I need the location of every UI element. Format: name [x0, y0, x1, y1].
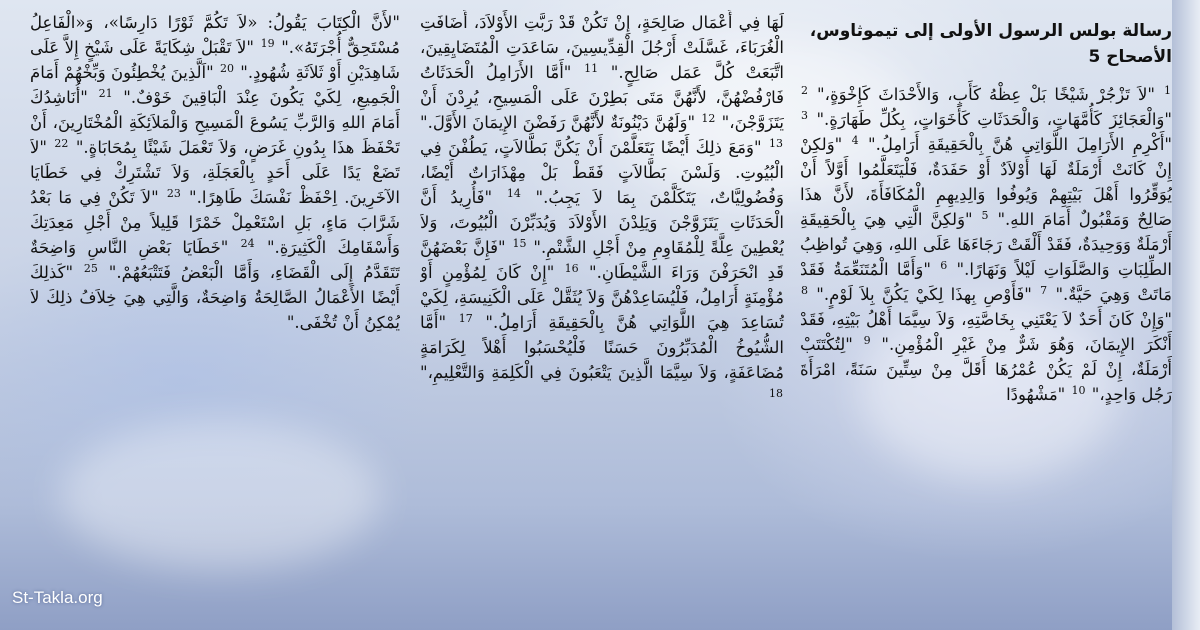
column-right — [800, 8, 1172, 608]
verse-number: 20 — [219, 61, 234, 75]
verse-number: 6 — [940, 258, 948, 272]
verse-text: "وَالْعَجَائِزَ كَأُمَّهَاتٍ، وَالْحَدَثَاتِ كَأَخَوَاتٍ، بِكُلِّ طَهَارَةٍ." — [809, 110, 1172, 129]
verse-number: 24 — [240, 236, 255, 250]
verse-text: "لاَ تَضَعْ يَدًا عَلَى أَحَدٍ بِالْعَجَلَةِ، وَلاَ تَشْتَرِكْ فِي خَطَايَا الآخَرِينَ. اِحْفَظْ نَفْسَكَ طَاهِرًا." — [30, 138, 400, 207]
verse-text: "وَإِنْ كَانَ أَحَدٌ لاَ يَعْتَنِي بِخَاصَّتِهِ، وَلاَ سِيَّمَا أَهْلُ بَيْتِهِ، فَقَدْ أَنْكَرَ الإِيمَانَ، وَهُوَ شَرٌّ مِنْ غَيْرِ الْمُؤْمِنِ." — [800, 310, 1172, 354]
verse-number: 14 — [506, 186, 521, 200]
verse-number: 16 — [564, 261, 579, 275]
verse-number: 3 — [801, 108, 808, 122]
verse-number: 23 — [166, 186, 181, 200]
verse-number: 17 — [458, 311, 473, 325]
verse-text: "كَذلِكَ أَيْضًا الأَعْمَالُ الصَّالِحَةُ وَاضِحَةٌ، وَالَّتِي هِيَ خِلاَفُ ذلِكَ لاَ يُمْكِنُ أَنْ تُخْفَى." — [30, 263, 400, 332]
column-middle — [420, 10, 784, 610]
title-chapter: الأصحاح 5 — [1088, 47, 1172, 67]
verse-number: 18 — [769, 386, 783, 400]
verse-text: "لاَ تَزْجُرْ شَيْخًا بَلْ عِظْهُ كَأَبٍ، وَالأَحْدَاثَ كَإِخْوَةٍ،" — [809, 85, 1163, 104]
verse-number: 8 — [801, 283, 808, 297]
verse-number: 25 — [83, 261, 98, 275]
verse-number: 1 — [1164, 83, 1171, 97]
verse-text: "فَأُرِيدُ أَنَّ الْحَدَثَاتِ يَتَزَوَّجْنَ وَيَلِدْنَ الأَوْلاَدَ وَيُدَبِّرْنَ الْبُيُوتَ، وَلاَ يُعْطِينَ عِلَّةً لِلْمُقَاوِمِ مِنْ أَجْلِ الشَّتْمِ." — [420, 188, 784, 257]
site-watermark: St-Takla.org — [12, 588, 103, 607]
verse-text: "أُنَاشِدُكَ أَمَامَ اللهِ وَالرَّبِّ يَسُوعَ الْمَسِيحِ وَالْمَلاَئِكَةِ الْمُخْتَارِينَ، أَنْ تَحْفَظَ هذَا بِدُونِ غَرَضٍ، وَلاَ تَعْمَلَ شَيْئًا بِمُحَابَاةٍ." — [30, 88, 400, 157]
verse-number: 13 — [769, 136, 783, 150]
verses-column-3 — [30, 10, 400, 335]
verses-column-2 — [420, 10, 784, 410]
verses-column-1 — [800, 82, 1172, 407]
verse-number: 12 — [701, 111, 716, 125]
verse-text: "وَأَمَّا الْمُتَنَعِّمَةُ فَقَدْ مَاتَتْ وَهِيَ حَيَّةٌ." — [800, 260, 1172, 304]
verse-number: 15 — [512, 236, 527, 250]
verse-text: "أَمَّا الأَرَامِلُ الْحَدَثَاتُ فَارْفُضْهُنَّ، لأَنَّهُنَّ مَتَى بَطِرْنَ عَلَى الْمَسِيحِ، يُرِدْنَ أَنْ يَتَزَوَّجْنَ،" — [420, 63, 784, 132]
verse-text: "اَلَّذِينَ يُخْطِئُونَ وَبِّخْهُمْ أَمَامَ الْجَمِيعِ، لِكَيْ يَكُونَ عِنْدَ الْبَاقِينَ خَوْفٌ." — [30, 63, 400, 107]
verse-number: 11 — [584, 61, 599, 75]
verse-text: "أَمَّا الشُّيُوخُ الْمُدَبِّرُونَ حَسَنًا فَلْيُحْسَبُوا أَهْلاً لِكَرَامَةٍ مُضَاعَفَةٍ، وَلاَ سِيَّمَا الَّذِينَ يَتْعَبُونَ فِي الْكَلِمَةِ وَالتَّعْلِيمِ،" — [420, 313, 784, 382]
column-left — [30, 10, 400, 610]
verse-number: 21 — [98, 86, 113, 100]
verse-number: 7 — [1040, 283, 1048, 297]
verse-number: 22 — [54, 136, 69, 150]
verse-number: 19 — [260, 36, 275, 50]
verse-text: "فَأَوْصِ بِهذَا لِكَيْ يَكُنَّ بِلاَ لَوْمٍ." — [809, 285, 1040, 304]
verse-text: "خَطَايَا بَعْضِ النَّاسِ وَاضِحَةٌ تَتَقَدَّمُ إِلَى الْقَضَاءِ، وَأَمَّا الْبَعْضُ فَتَتْبَعُهُمْ." — [30, 238, 400, 282]
verse-text: "أَكْرِمِ الأَرَامِلَ اللَّوَاتِي هُنَّ بِالْحَقِيقَةِ أَرَامِلُ." — [859, 135, 1172, 154]
verse-number: 9 — [863, 333, 871, 347]
verse-number: 10 — [1071, 383, 1086, 397]
right-frame-edge — [1172, 0, 1200, 630]
verse-text: "لأَنَّ الْكِتَابَ يَقُولُ: «لاَ تَكُمَّ ثَوْرًا دَارِسًا»، وَ«الْفَاعِلُ مُسْتَحِقٌّ أُجْرَتَهُ»." — [30, 13, 400, 57]
verse-number: 4 — [851, 133, 859, 147]
page-title — [800, 18, 1172, 70]
verse-text: لَهَا فِي أَعْمَال صَالِحَةٍ، إِنْ تَكُنْ قَدْ رَبَّتِ الأَوْلاَدَ، أَضَافَتِ الْغُرَبَاءَ، غَسَّلَتْ أَرْجُلَ الْقِدِّيسِينَ، سَاعَدَتِ الْمُتَضَايِقِينَ، اتَّبَعَتْ كُلَّ عَمَل صَالِحٍ." — [420, 13, 784, 82]
verse-text: "وَلكِنَّ الَّتِي هِيَ بِالْحَقِيقَةِ أَرْمَلَةٌ وَوَحِيدَةٌ، فَقَدْ أَلْقَتْ رَجَاءَهَا عَلَى اللهِ، وَهِيَ تُواظِبُ الطِّلِبَاتِ وَالصَّلَوَاتِ لَيْلاً وَنَهَارًا." — [800, 210, 1172, 279]
verse-text: "فَإِنَّ بَعْضَهُنَّ قَدِ انْحَرَفْنَ وَرَاءَ الشَّيْطَانِ." — [420, 238, 784, 282]
verse-text: "وَلكِنْ إِنْ كَانَتْ أَرْمَلَةٌ لَهَا أَوْلاَدٌ أَوْ حَفَدَةٌ، فَلْيَتَعَلَّمُوا أَوَّلاً أَنْ يُوَقِّرُوا أَهْلَ بَيْتِهِمْ وَيُوفُوا وَالِدِيهِمِ الْمُكَافَأَةَ، لأَنَّ هذَا صَالِحٌ وَمَقْبُولٌ أَمَامَ اللهِ." — [800, 135, 1172, 229]
verse-text: "مَشْهُودًا — [1006, 385, 1071, 404]
title-book: رسالة بولس الرسول الأولى إلى تيموثاوس، — [809, 21, 1172, 41]
verse-text: "لاَ تَكُنْ فِي مَا بَعْدُ شَرَّابَ مَاءٍ، بَلِ اسْتَعْمِلْ خَمْرًا قَلِيلاً مِنْ أَجْلِ مَعِدَتِكَ وَأَسْقَامِكَ الْكَثِيرَةِ." — [30, 188, 400, 257]
verse-text: "لِتُكْتَتَبْ أَرْمَلَةٌ، إِنْ لَمْ يَكُنْ عُمْرُهَا أَقَلَّ مِنْ سِتِّينَ سَنَةً، امْرَأَةَ رَجُل وَاحِدٍ،" — [800, 335, 1172, 404]
verse-number: 2 — [801, 83, 808, 97]
verse-number: 5 — [981, 208, 989, 222]
verse-text: "وَمَعَ ذلِكَ أَيْضًا يَتَعَلَّمْنَ أَنْ يَكُنَّ بَطَّالاَتٍ، يَطُفْنَ فِي الْبُيُوتِ. وَلَسْنَ بَطَّالاَتٍ فَقَطْ بَلْ مِهْذَارَاتٌ أَيْضًا، وَفُضُولِيَّاتٌ، يَتَكَلَّمْنَ بِمَا لاَ يَجِبُ." — [420, 138, 784, 207]
verse-text: "إِنْ كَانَ لِمُؤْمِنٍ أَوْ مُؤْمِنَةٍ أَرَامِلُ، فَلْيُسَاعِدْهُنَّ وَلاَ يُثَقَّلْ عَلَى الْكَنِيسَةِ، لِكَيْ تُسَاعِدَ هِيَ اللَّوَاتِي هُنَّ بِالْحَقِيقَةِ أَرَامِلُ." — [420, 263, 784, 332]
verse-text: "لاَ تَقْبَلْ شِكَايَةً عَلَى شَيْخٍ إِلاَّ عَلَى شَاهِدَيْنِ أَوْ ثَلاَثَةِ شُهُودٍ." — [30, 38, 400, 82]
verse-text: "وَلَهُنَّ دَيْنُونَةٌ لأَنَّهُنَّ رَفَضْنَ الإِيمَانَ الأَوَّلَ." — [420, 113, 701, 132]
